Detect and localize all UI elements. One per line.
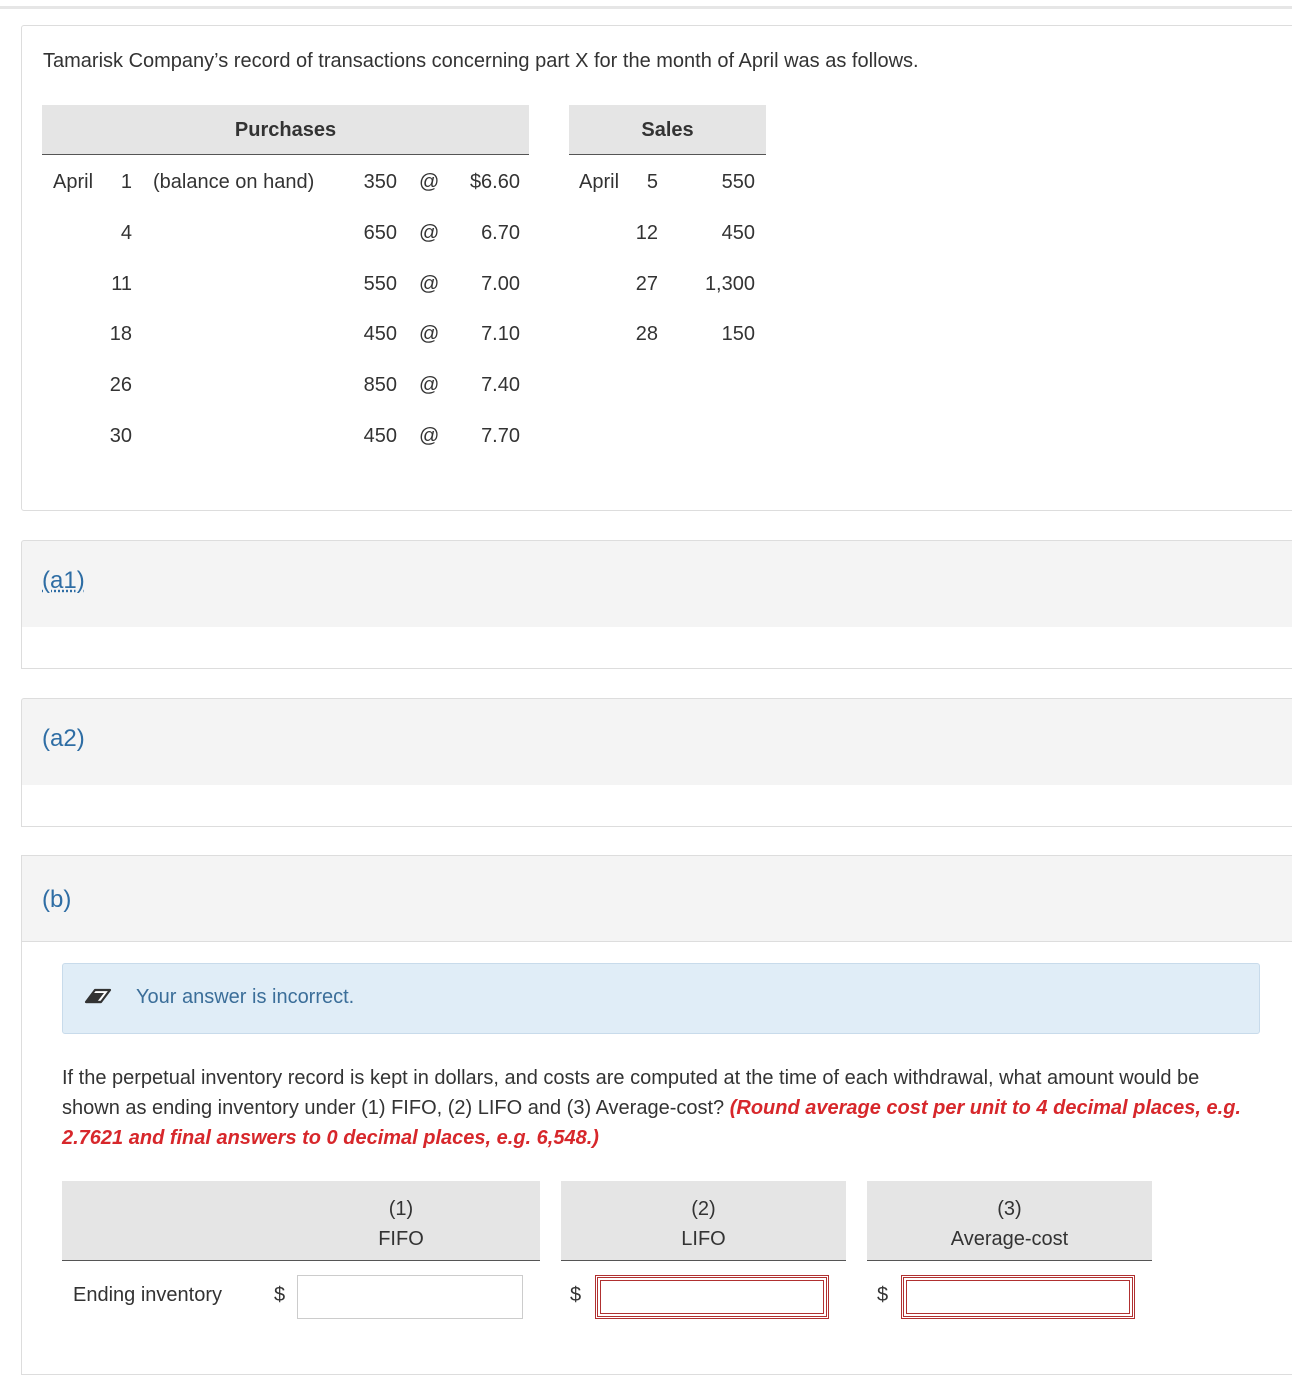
purchase-qty: 550	[363, 273, 397, 295]
at-sign: @	[419, 374, 440, 396]
top-divider	[0, 6, 1292, 9]
problem-intro: Tamarisk Company’s record of transactions concerning part X for the month of April was as follows.	[43, 50, 919, 72]
section-a2-label: (a2)	[42, 725, 85, 752]
average-cost-column-number: (3)	[997, 1198, 1022, 1220]
lifo-currency-symbol: $	[570, 1284, 582, 1306]
at-sign: @	[419, 425, 440, 447]
purchase-cost: 6.70	[481, 222, 520, 244]
question-body: If the perpetual inventory record is kept in dollars, and costs are computed at the time of each withdrawal, what amount would be shown as ending inventory under (1) FIFO, (2) LIFO and (3) Average-cost?	[62, 1067, 1200, 1119]
average-cost-column-header	[867, 1181, 1152, 1261]
purchase-cost: $6.60	[469, 171, 520, 193]
sale-day: 28	[635, 323, 658, 345]
sale-qty: 550	[721, 171, 755, 193]
purchase-day: 1	[120, 171, 132, 193]
purchase-day: 11	[111, 273, 132, 295]
question-text	[62, 1063, 1262, 1153]
sale-day: 27	[635, 273, 658, 295]
purchase-note: (balance on hand)	[153, 171, 315, 193]
alert-message: Your answer is incorrect.	[136, 986, 355, 1008]
sale-qty: 150	[721, 323, 755, 345]
section-b-card	[21, 855, 1292, 1375]
rounding-hint: (Round average cost per unit to 4 decimal places, e.g. 2.7621 and final answers to 0 decimal places, e.g. 6,548.)	[62, 1097, 1241, 1149]
section-a1-body	[21, 627, 1292, 669]
problem-card	[21, 25, 1292, 511]
sales-header: Sales	[569, 105, 766, 155]
purchase-qty: 450	[363, 323, 397, 345]
purchase-cost: 7.10	[481, 323, 520, 345]
fifo-column-header	[62, 1181, 540, 1261]
section-b-header[interactable]	[22, 856, 1292, 942]
purchase-qty: 350	[363, 171, 397, 193]
section-a1-header[interactable]	[21, 540, 1292, 628]
purchase-cost: 7.40	[481, 374, 520, 396]
eraser-icon	[83, 984, 113, 1008]
purchase-day: 26	[109, 374, 132, 396]
at-sign: @	[419, 171, 440, 193]
at-sign: @	[419, 323, 440, 345]
at-sign: @	[419, 222, 440, 244]
purchase-cost: 7.00	[481, 273, 520, 295]
fifo-column-number: (1)	[388, 1198, 414, 1220]
section-b-label: (b)	[42, 886, 72, 913]
average-cost-column-name: Average-cost	[950, 1228, 1069, 1250]
fifo-column-name: FIFO	[378, 1228, 424, 1250]
incorrect-answer-alert	[62, 963, 1260, 1034]
section-a2-body	[21, 785, 1292, 827]
section-a2-header[interactable]	[21, 698, 1292, 786]
average-cost-currency-symbol: $	[877, 1284, 889, 1306]
purchase-month: April	[53, 171, 94, 193]
sale-day: 5	[646, 171, 658, 193]
purchase-qty: 850	[363, 374, 397, 396]
sale-qty: 1,300	[704, 273, 755, 295]
lifo-column-name: LIFO	[681, 1228, 726, 1250]
ending-inventory-label: Ending inventory	[73, 1284, 222, 1306]
purchases-header: Purchases	[42, 105, 529, 155]
sale-month: April	[579, 171, 620, 193]
purchase-day: 18	[109, 323, 132, 345]
lifo-ending-inventory-input[interactable]	[595, 1275, 829, 1319]
at-sign: @	[419, 273, 440, 295]
fifo-currency-symbol: $	[274, 1284, 286, 1306]
section-a1-link[interactable]: (a1)	[42, 567, 85, 594]
sale-qty: 450	[721, 222, 755, 244]
purchase-day: 30	[109, 425, 132, 447]
sale-day: 12	[635, 222, 658, 244]
average-cost-ending-inventory-input[interactable]	[901, 1275, 1135, 1319]
purchase-day: 4	[120, 222, 132, 244]
purchase-qty: 450	[363, 425, 397, 447]
fifo-ending-inventory-input[interactable]	[297, 1275, 523, 1319]
purchase-cost: 7.70	[481, 425, 520, 447]
lifo-column-header	[561, 1181, 846, 1261]
lifo-column-number: (2)	[691, 1198, 716, 1220]
purchase-qty: 650	[363, 222, 397, 244]
